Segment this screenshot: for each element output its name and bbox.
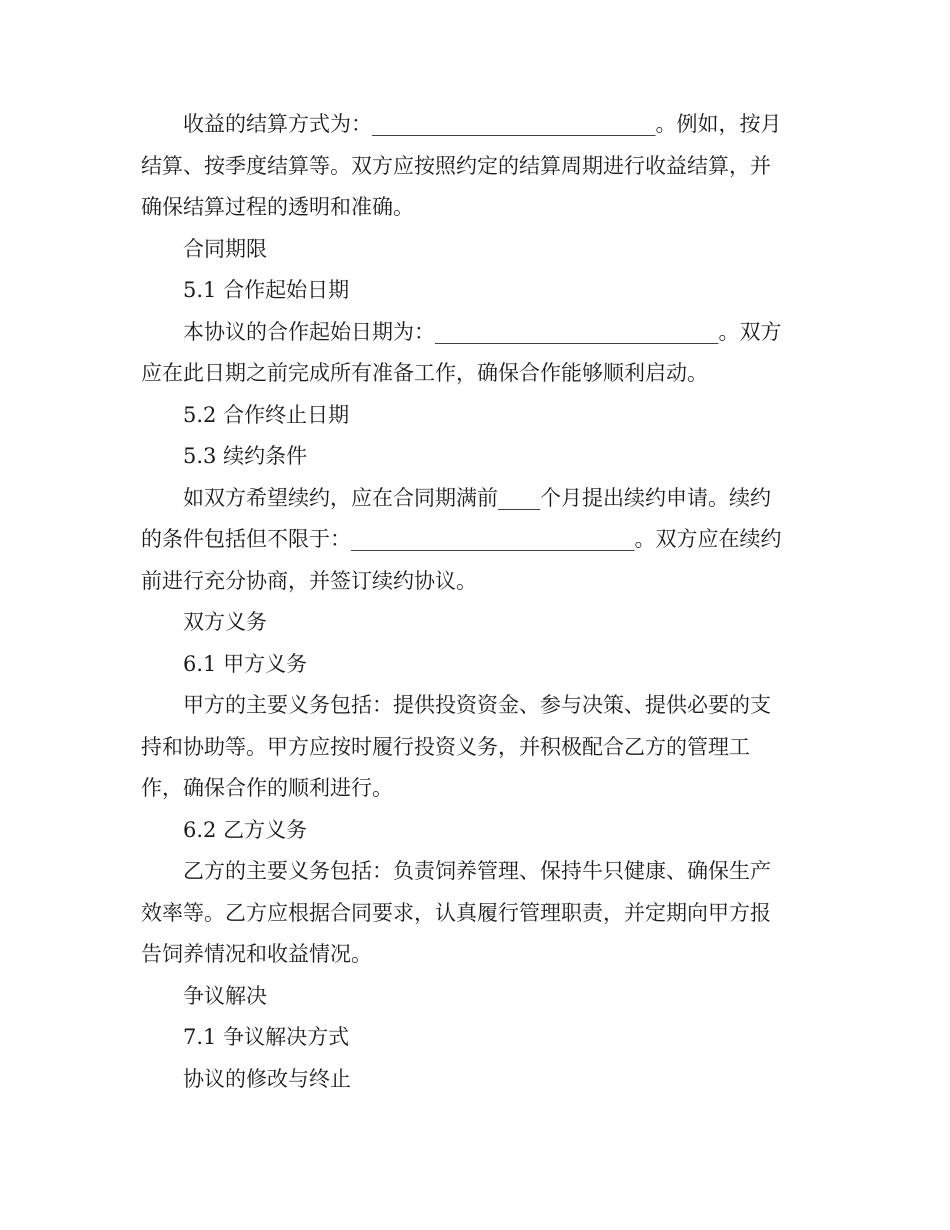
text-line: 应在此日期之前完成所有准备工作，确保合作能够顺利启动。: [141, 361, 708, 385]
subsection-heading-7-1: 7.1 争议解决方式: [183, 1025, 350, 1049]
text-line: 乙方的主要义务包括：负责饲养管理、保持牛只健康、确保生产: [183, 859, 771, 883]
subsection-heading-5-2: 5.2 合作终止日期: [183, 402, 350, 427]
section-heading-modification: 协议的修改与终止: [183, 1066, 351, 1091]
document-body: [141, 104, 797, 1100]
subsection-heading-5-3: 5.3 续约条件: [183, 444, 308, 468]
party-b-duties-paragraph: [141, 851, 797, 976]
text-line: [141, 104, 797, 146]
text-line: 确保结算过程的透明和准确。: [141, 195, 414, 219]
section-heading-dispute: 争议解决: [183, 983, 267, 1008]
section-heading-duties: 双方义务: [183, 610, 267, 634]
settlement-paragraph: [141, 104, 797, 229]
fill-in-blank: ____: [498, 485, 540, 510]
text-segment: 。双方应在续约: [634, 527, 782, 551]
subsection-heading-5-1: 5.1 合作起始日期: [183, 278, 350, 302]
text-segment: 如双方希望续约，应在合同期满前: [183, 485, 498, 510]
subsection-heading-6-2: 6.2 乙方义务: [183, 817, 308, 842]
subsection-heading-6-1: 6.1 甲方义务: [183, 651, 308, 676]
fill-in-blank: ___________________________: [435, 319, 719, 344]
text-segment: 收益的结算方式为：: [183, 112, 372, 136]
fill-in-blank: ___________________________: [351, 527, 635, 551]
start-date-paragraph: [141, 312, 797, 395]
text-segment: 的条件包括但不限于：: [141, 527, 351, 551]
text-line: 前进行充分协商，并签订续约协议。: [141, 568, 477, 593]
text-line: 作，确保合作的顺利进行。: [141, 776, 393, 800]
text-line: [141, 478, 797, 520]
text-line: 甲方的主要义务包括：提供投资资金、参与决策、提供必要的支: [183, 693, 771, 717]
text-line: 结算、按季度结算等。双方应按照约定的结算周期进行收益结算，并: [141, 153, 771, 178]
text-line: 告饲养情况和收益情况。: [141, 942, 372, 966]
fill-in-blank: ___________________________: [372, 112, 656, 136]
text-line: 效率等。乙方应根据合同要求，认真履行管理职责，并定期向甲方报: [141, 900, 771, 925]
section-heading-contract-term: 合同期限: [183, 236, 267, 261]
text-line: [141, 312, 797, 354]
text-segment: 。例如，按月: [655, 112, 782, 136]
text-segment: 本协议的合作起始日期为：: [183, 319, 435, 344]
text-segment: 个月提出续约申请。续约: [540, 485, 771, 510]
text-line: [141, 519, 797, 561]
renewal-paragraph: [141, 478, 797, 603]
text-segment: 。双方: [718, 319, 782, 344]
text-line: 持和协助等。甲方应按时履行投资义务，并积极配合乙方的管理工: [141, 734, 750, 759]
party-a-duties-paragraph: [141, 685, 797, 810]
